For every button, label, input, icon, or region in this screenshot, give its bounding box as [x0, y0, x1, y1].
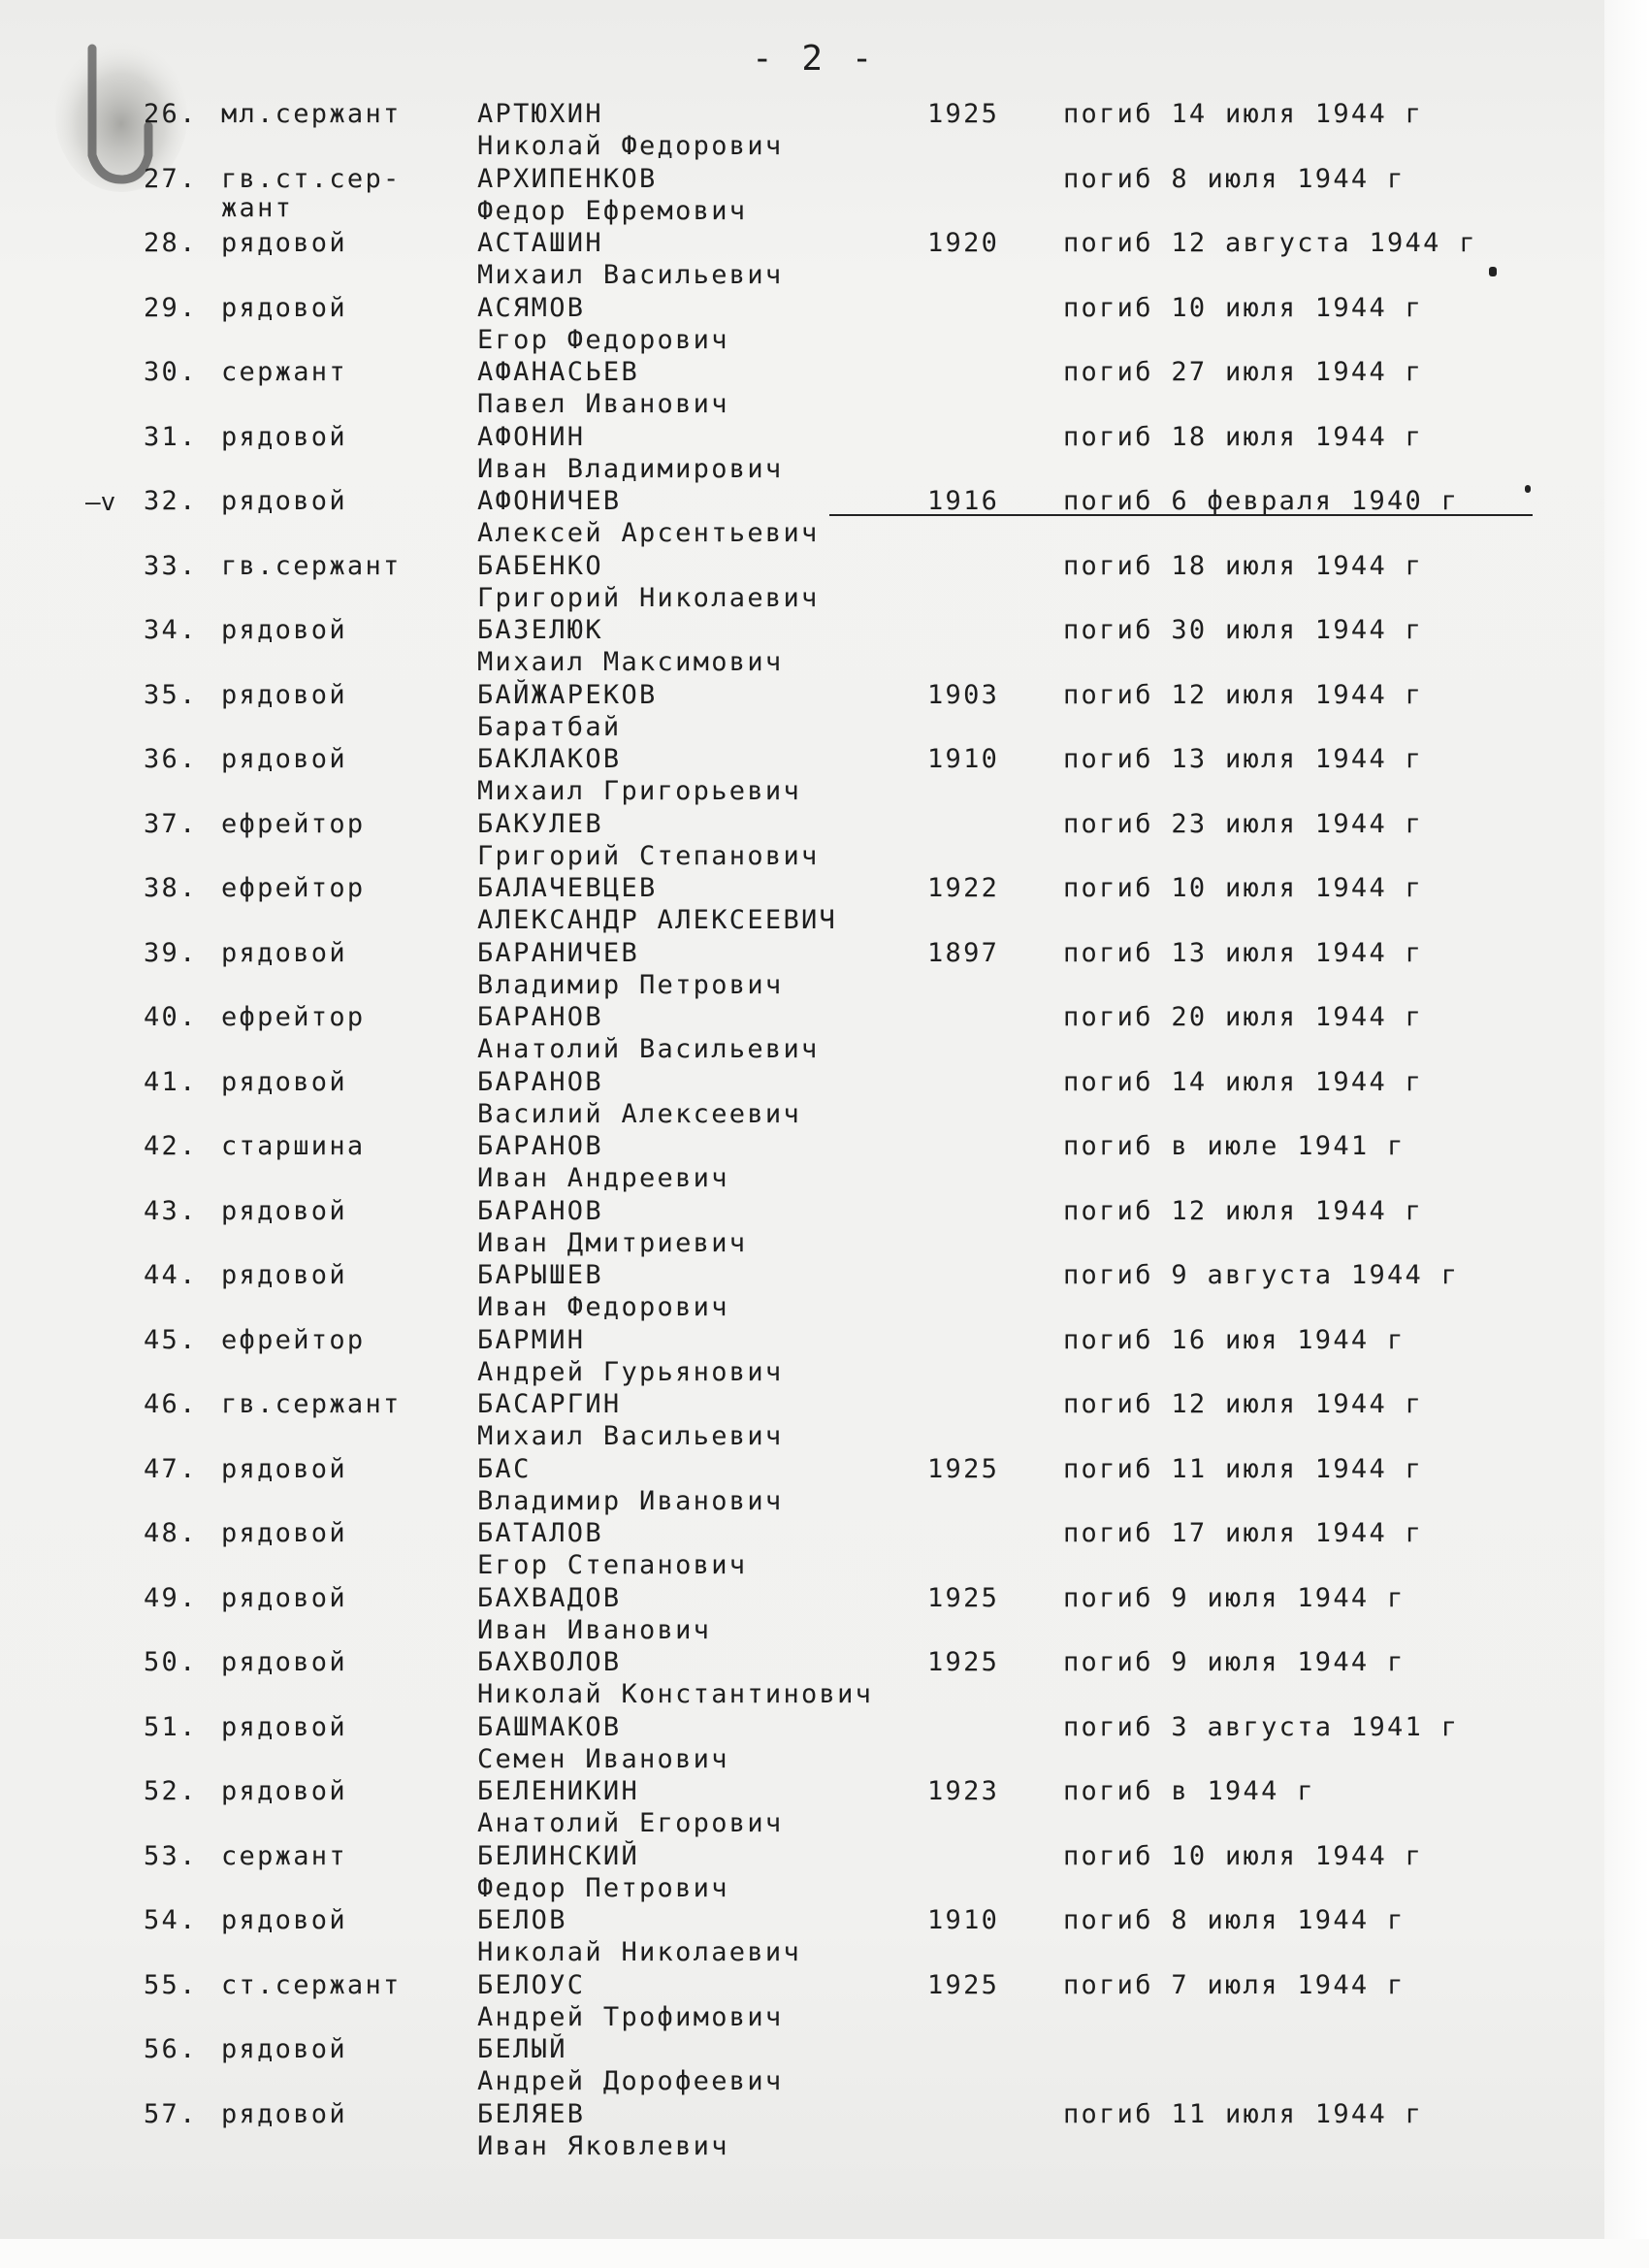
list-entry: [0, 1583, 1649, 1649]
entry-number: 54.: [144, 1905, 198, 1935]
list-entry: [0, 99, 1649, 165]
list-entry: [0, 1389, 1649, 1455]
entry-rank: сержант: [221, 357, 347, 387]
entry-surname: БЕЛЕНИКИН: [477, 1776, 639, 1806]
entry-given-names: Василий Алексеевич: [477, 1098, 801, 1129]
entry-surname: БАРАНОВ: [477, 1195, 603, 1226]
entry-number: 29.: [144, 292, 198, 323]
list-entry: [0, 1776, 1649, 1842]
entry-given-names: Федор Ефремович: [477, 195, 748, 226]
entry-rank: ст.сержант: [221, 1969, 402, 2000]
entry-status: погиб 12 июля 1944 г: [1063, 1389, 1424, 1419]
list-entry: [0, 228, 1649, 294]
entry-given-names: Михаил Григорьевич: [477, 776, 801, 806]
entry-rank: рядовой: [221, 937, 347, 968]
entry-rank: рядовой: [221, 1453, 347, 1484]
entry-given-names: Анатолий Васильевич: [477, 1034, 820, 1064]
entry-surname: БЕЛИНСКИЙ: [477, 1840, 639, 1871]
entry-surname: БЕЛОВ: [477, 1905, 567, 1935]
entry-rank: гв.сержант: [221, 550, 402, 581]
entry-surname: БАРМИН: [477, 1324, 586, 1355]
entry-birth-year: 1903: [927, 679, 1000, 710]
entry-number: 41.: [144, 1066, 198, 1097]
entry-number: 34.: [144, 615, 198, 645]
entry-surname: БАБЕНКО: [477, 550, 603, 581]
entry-number: 42.: [144, 1131, 198, 1161]
entry-given-names: Михаил Васильевич: [477, 260, 784, 290]
entry-status: погиб 13 июля 1944 г: [1063, 744, 1424, 774]
entry-rank: рядовой: [221, 421, 347, 452]
entry-status: погиб 30 июля 1944 г: [1063, 615, 1424, 645]
entry-number: 50.: [144, 1647, 198, 1677]
entry-given-names: Владимир Петрович: [477, 969, 784, 1000]
entry-status: погиб 27 июля 1944 г: [1063, 357, 1424, 387]
scan-edge-bottom: [0, 2239, 1649, 2268]
entry-given-names: Егор Степанович: [477, 1550, 748, 1580]
entry-rank: сержант: [221, 1840, 347, 1871]
entry-number: 52.: [144, 1776, 198, 1806]
entry-number: 36.: [144, 744, 198, 774]
entry-status: погиб 8 июля 1944 г: [1063, 1905, 1406, 1935]
entry-status: погиб 11 июля 1944 г: [1063, 1453, 1424, 1484]
list-entry: [0, 2099, 1649, 2165]
entry-surname: БАС: [477, 1453, 532, 1484]
list-entry: [0, 1970, 1649, 2036]
entry-given-names: Николай Константинович: [477, 1679, 874, 1709]
entry-birth-year: 1916: [927, 486, 1000, 516]
entry-rank: ефрейтор: [221, 1002, 366, 1032]
entry-number: 33.: [144, 550, 198, 581]
entry-given-names: Николай Николаевич: [477, 1937, 801, 1967]
entry-rank: рядовой: [221, 1195, 347, 1226]
entry-rank: рядовой: [221, 1905, 347, 1935]
entry-given-names: Егор Федорович: [477, 324, 729, 355]
list-entry: [0, 2034, 1649, 2100]
list-entry: [0, 1454, 1649, 1520]
entry-status: погиб 20 июля 1944 г: [1063, 1002, 1424, 1032]
entry-birth-year: 1923: [927, 1776, 1000, 1806]
entry-surname: АРХИПЕНКОВ: [477, 163, 658, 194]
entry-number: 28.: [144, 228, 198, 258]
entry-status: погиб 11 июля 1944 г: [1063, 2098, 1424, 2129]
entry-rank-continued: жант: [221, 192, 294, 223]
list-entry: [0, 615, 1649, 681]
entry-number: 55.: [144, 1969, 198, 2000]
entry-number: 31.: [144, 421, 198, 452]
list-entry: [0, 1647, 1649, 1713]
list-entry: [0, 1196, 1649, 1262]
list-entry: [0, 1841, 1649, 1907]
entry-surname: БАКЛАКОВ: [477, 744, 622, 774]
entry-surname: БАКУЛЕВ: [477, 808, 603, 839]
entry-rank: рядовой: [221, 1776, 347, 1806]
entry-surname: БАРАНОВ: [477, 1066, 603, 1097]
entry-given-names: Баратбай: [477, 711, 622, 742]
entry-given-names: Иван Иванович: [477, 1614, 712, 1645]
entry-given-names: Михаил Максимович: [477, 647, 784, 677]
margin-mark: —v: [85, 488, 116, 517]
list-entry: [0, 1905, 1649, 1971]
entry-rank: рядовой: [221, 1647, 347, 1677]
entry-birth-year: 1925: [927, 99, 1000, 129]
entry-number: 48.: [144, 1518, 198, 1548]
entry-given-names: Иван Яковлевич: [477, 2130, 729, 2161]
list-entry: [0, 680, 1649, 746]
entry-number: 39.: [144, 937, 198, 968]
entry-given-names: Семен Иванович: [477, 1743, 729, 1774]
entry-surname: АФОНИЧЕВ: [477, 486, 622, 516]
entry-birth-year: 1925: [927, 1647, 1000, 1677]
entry-rank: ефрейтор: [221, 1324, 366, 1355]
list-entry: [0, 938, 1649, 1004]
entry-status: погиб 17 июля 1944 г: [1063, 1518, 1424, 1548]
list-entry: [0, 164, 1649, 230]
entry-rank: рядовой: [221, 679, 347, 710]
entry-rank: мл.сержант: [221, 99, 402, 129]
entry-given-names: АЛЕКСАНДР АЛЕКСЕЕВИЧ: [477, 905, 838, 935]
entry-surname: АРТЮХИН: [477, 99, 603, 129]
entry-surname: АФАНАСЬЕВ: [477, 357, 639, 387]
entry-status: погиб 14 июля 1944 г: [1063, 1066, 1424, 1097]
list-entry: [0, 744, 1649, 810]
entry-surname: БАЙЖАРЕКОВ: [477, 679, 658, 710]
entry-surname: АСЯМОВ: [477, 292, 586, 323]
entry-given-names: Николай Федорович: [477, 131, 784, 161]
list-entry: [0, 1325, 1649, 1391]
entry-surname: БЕЛЯЕВ: [477, 2098, 586, 2129]
entry-surname: БАРАНОВ: [477, 1002, 603, 1032]
entry-number: 32.: [144, 486, 198, 516]
entry-number: 37.: [144, 808, 198, 839]
entry-status: погиб 10 июля 1944 г: [1063, 873, 1424, 903]
entry-surname: АФОНИН: [477, 421, 586, 452]
list-entry: [0, 1131, 1649, 1197]
entry-given-names: Анатолий Егорович: [477, 1808, 784, 1838]
entry-surname: БАТАЛОВ: [477, 1518, 603, 1548]
entry-number: 53.: [144, 1840, 198, 1871]
entry-given-names: Григорий Николаевич: [477, 582, 820, 613]
entry-rank: рядовой: [221, 486, 347, 516]
entry-status: погиб 10 июля 1944 г: [1063, 292, 1424, 323]
entry-status: погиб в июле 1941 г: [1063, 1131, 1406, 1161]
entry-status: погиб 8 июля 1944 г: [1063, 163, 1406, 194]
entry-surname: БЕЛОУС: [477, 1969, 586, 2000]
list-entry: [0, 551, 1649, 617]
list-entry: [0, 486, 1649, 552]
entry-rank: рядовой: [221, 1711, 347, 1742]
entry-status: погиб 7 июля 1944 г: [1063, 1969, 1406, 2000]
entry-number: 49.: [144, 1582, 198, 1613]
entry-given-names: Михаил Васильевич: [477, 1421, 784, 1451]
list-entry: [0, 873, 1649, 939]
entry-rank: рядовой: [221, 1518, 347, 1548]
entry-number: 56.: [144, 2034, 198, 2064]
entry-status: погиб в 1944 г: [1063, 1776, 1315, 1806]
entry-surname: БАРАНОВ: [477, 1131, 603, 1161]
entry-number: 47.: [144, 1453, 198, 1484]
entry-given-names: Иван Дмитриевич: [477, 1227, 748, 1258]
entry-given-names: Алексей Арсентьевич: [477, 518, 820, 548]
entry-given-names: Владимир Иванович: [477, 1485, 784, 1516]
entry-rank: гв.ст.сер-: [221, 163, 402, 194]
entry-number: 46.: [144, 1389, 198, 1419]
entry-number: 38.: [144, 873, 198, 903]
list-entry: [0, 1712, 1649, 1778]
entry-birth-year: 1897: [927, 937, 1000, 968]
entry-given-names: Андрей Гурьянович: [477, 1356, 784, 1387]
list-entry: [0, 1260, 1649, 1326]
entry-given-names: Иван Федорович: [477, 1292, 729, 1322]
entry-birth-year: 1925: [927, 1453, 1000, 1484]
entry-status: погиб 16 июя 1944 г: [1063, 1324, 1406, 1355]
list-entry: [0, 1067, 1649, 1133]
entry-rank: ефрейтор: [221, 808, 366, 839]
entry-status: погиб 12 августа 1944 г: [1063, 228, 1477, 258]
entry-birth-year: 1910: [927, 1905, 1000, 1935]
entry-birth-year: 1922: [927, 873, 1000, 903]
entry-number: 57.: [144, 2098, 198, 2129]
entry-birth-year: 1910: [927, 744, 1000, 774]
entry-status: погиб 10 июля 1944 г: [1063, 1840, 1424, 1871]
entry-surname: БАСАРГИН: [477, 1389, 622, 1419]
entry-surname: БАРЫШЕВ: [477, 1260, 603, 1290]
entry-given-names: Павел Иванович: [477, 389, 729, 419]
list-entry: [0, 422, 1649, 488]
entry-surname: БАЗЕЛЮК: [477, 615, 603, 645]
entry-given-names: Григорий Степанович: [477, 840, 820, 871]
entry-number: 26.: [144, 99, 198, 129]
entry-number: 51.: [144, 1711, 198, 1742]
entry-status: погиб 3 августа 1941 г: [1063, 1711, 1460, 1742]
page-number: - 2 -: [752, 39, 877, 79]
entry-number: 44.: [144, 1260, 198, 1290]
entry-given-names: Иван Андреевич: [477, 1163, 729, 1193]
list-entry: [0, 1002, 1649, 1068]
entry-rank: рядовой: [221, 744, 347, 774]
list-entry: [0, 809, 1649, 875]
entry-surname: БАХВАДОВ: [477, 1582, 622, 1613]
entry-status: погиб 9 июля 1944 г: [1063, 1647, 1406, 1677]
entry-surname: БАРАНИЧЕВ: [477, 937, 639, 968]
entry-status: погиб 18 июля 1944 г: [1063, 550, 1424, 581]
entry-number: 27.: [144, 163, 198, 194]
entry-rank: рядовой: [221, 1582, 347, 1613]
entry-rank: рядовой: [221, 2034, 347, 2064]
entry-surname: БАЛАЧЕВЦЕВ: [477, 873, 658, 903]
entry-status: погиб 9 июля 1944 г: [1063, 1582, 1406, 1613]
entry-number: 43.: [144, 1195, 198, 1226]
entry-number: 45.: [144, 1324, 198, 1355]
list-entry: [0, 1518, 1649, 1584]
entry-rank: рядовой: [221, 1066, 347, 1097]
entry-birth-year: 1920: [927, 228, 1000, 258]
entry-rank: ефрейтор: [221, 873, 366, 903]
entry-status: погиб 14 июля 1944 г: [1063, 99, 1424, 129]
entry-rank: рядовой: [221, 2098, 347, 2129]
list-entry: [0, 357, 1649, 423]
entry-given-names: Иван Владимирович: [477, 453, 784, 484]
entry-number: 30.: [144, 357, 198, 387]
entry-surname: АСТАШИН: [477, 228, 603, 258]
entry-rank: старшина: [221, 1131, 366, 1161]
entry-birth-year: 1925: [927, 1582, 1000, 1613]
entry-surname: БЕЛЫЙ: [477, 2034, 567, 2064]
entry-rank: гв.сержант: [221, 1389, 402, 1419]
entry-surname: БАХВОЛОВ: [477, 1647, 622, 1677]
entry-status: погиб 13 июля 1944 г: [1063, 937, 1424, 968]
entry-status: погиб 12 июля 1944 г: [1063, 679, 1424, 710]
entry-status: погиб 9 августа 1944 г: [1063, 1260, 1460, 1290]
entry-rank: рядовой: [221, 1260, 347, 1290]
entry-given-names: Андрей Дорофеевич: [477, 2066, 784, 2096]
entry-status: погиб 6 февраля 1940 г: [1063, 486, 1460, 516]
entry-status: погиб 23 июля 1944 г: [1063, 808, 1424, 839]
entry-rank: рядовой: [221, 228, 347, 258]
entry-birth-year: 1925: [927, 1969, 1000, 2000]
entry-status: погиб 18 июля 1944 г: [1063, 421, 1424, 452]
entry-given-names: Федор Петрович: [477, 1872, 729, 1903]
entry-number: 35.: [144, 679, 198, 710]
entry-rank: рядовой: [221, 292, 347, 323]
entry-given-names: Андрей Трофимович: [477, 2001, 784, 2032]
entry-number: 40.: [144, 1002, 198, 1032]
entry-surname: БАШМАКОВ: [477, 1711, 622, 1742]
list-entry: [0, 293, 1649, 359]
entry-status: погиб 12 июля 1944 г: [1063, 1195, 1424, 1226]
entry-rank: рядовой: [221, 615, 347, 645]
